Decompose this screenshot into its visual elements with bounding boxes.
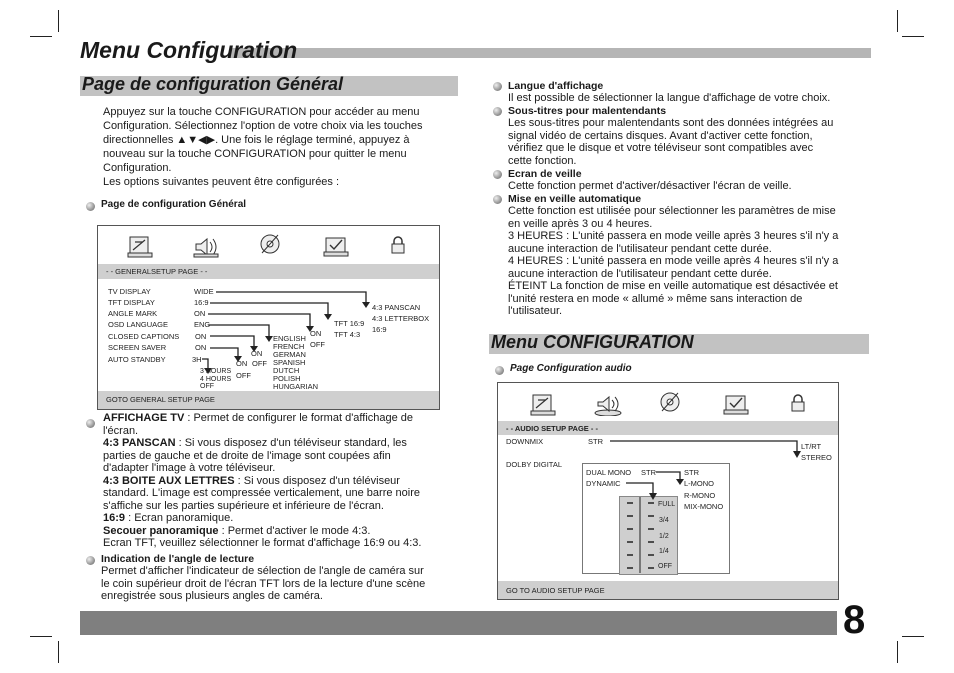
- item-line: Il est possible de sélectionner la langue d'affichage de votre choix.: [508, 92, 831, 104]
- item-line: vérifiez que le disque et votre téléviseur sont compatibles avec: [508, 142, 814, 154]
- bullet-icon: [86, 419, 95, 428]
- bullet-icon: [493, 170, 502, 179]
- angle-line: enregistrée sous plusieurs angles de caméra.: [101, 590, 323, 602]
- menu-row-label: TFT DISPLAY: [108, 298, 155, 307]
- dynamic-level: 1/4: [659, 548, 669, 555]
- dynamic-level: 1/2: [659, 533, 669, 540]
- sub-heading: Page de configuration Général: [101, 199, 247, 210]
- downmix-value: STR: [588, 437, 603, 446]
- item-line: aucune interaction de l'utilisateur pendant cette durée.: [508, 243, 772, 255]
- item-line: 3 HEURES : L'unité passera en mode veille après 3 heures s'il n'y a: [508, 230, 839, 242]
- language-option: ENGLISH: [273, 334, 306, 343]
- item-line: 4 HEURES : L'unité passera en mode veille après 4 heures s'il n'y a: [508, 255, 839, 267]
- saver-option: ON: [236, 359, 248, 368]
- general-setup-menu: [97, 225, 440, 410]
- standby-option: 3 HOURS: [200, 368, 232, 375]
- menu-row-label: AUTO STANDBY: [108, 355, 166, 364]
- bullet-icon: [493, 107, 502, 116]
- menu-row-value: WIDE: [194, 287, 214, 296]
- section-title: Page de configuration Général: [82, 74, 344, 94]
- downmix-option: STEREO: [801, 453, 832, 462]
- dual-option: L-MONO: [684, 479, 714, 488]
- bullet-icon: [493, 82, 502, 91]
- crop-mark: [902, 36, 924, 37]
- menu-row-label: OSD LANGUAGE: [108, 320, 169, 329]
- angle-option: ON: [310, 329, 322, 338]
- item-line: Les sous-titres pour malentendants sont des données intégrées au: [508, 117, 834, 129]
- intro-line: directionnelles ▲▼◀▶. Une fois le réglage terminé, appuyez à: [103, 134, 410, 146]
- menu-row-label: TV DISPLAY: [108, 287, 151, 296]
- menu-row-value: ON: [194, 309, 206, 318]
- dynamic-label: DYNAMIC: [586, 479, 621, 488]
- dolby-label: DOLBY DIGITAL: [506, 460, 562, 469]
- page-number: 8: [843, 598, 866, 642]
- tv-option: 4:3 LETTERBOX: [372, 314, 430, 323]
- dynamic-level: 3/4: [659, 517, 669, 524]
- item-line: l'utilisateur.: [508, 305, 563, 317]
- caption-option: OFF: [252, 359, 267, 368]
- standby-option: OFF: [200, 383, 214, 390]
- crop-mark: [897, 10, 898, 32]
- desc-line: standard. L'image est compressée verticalement, une barre noire: [103, 487, 420, 499]
- dynamic-level: FULL: [658, 501, 676, 508]
- standby-option: 4 HOURS: [200, 376, 232, 383]
- menu-footer: GO TO AUDIO SETUP PAGE: [506, 586, 605, 595]
- dual-option: STR: [684, 468, 699, 477]
- desc-line: parties de gauche et de droite de l'image sont coupées afin: [103, 450, 391, 462]
- menu-row-label: ANGLE MARK: [108, 309, 158, 318]
- menu-header: - - AUDIO SETUP PAGE - -: [506, 424, 598, 433]
- bullet-icon: [86, 556, 95, 565]
- audio-setup-menu: [497, 382, 839, 600]
- crop-mark: [58, 10, 59, 32]
- intro-line: Appuyez sur la touche CONFIGURATION pour accéder au menu: [103, 106, 420, 118]
- tft-option: TFT 4:3: [334, 330, 361, 339]
- crop-mark: [902, 636, 924, 637]
- tv-option: 16:9: [372, 325, 387, 334]
- desc-line: AFFICHAGE TV : Permet de configurer le format d'affichage de: [103, 412, 414, 424]
- item-line: Cette fonction permet d'activer/désactiver l'écran de veille.: [508, 180, 792, 192]
- angle-heading: Indication de l'angle de lecture: [101, 553, 255, 565]
- language-option: SPANISH: [273, 358, 306, 367]
- item-line: l'unité restera en mode « allumé » même sans interaction de: [508, 293, 803, 305]
- menu-row-value: ENG: [194, 320, 211, 329]
- item-line: en veille après 3 ou 4 heures.: [508, 218, 653, 230]
- caption-option: ON: [251, 349, 263, 358]
- menu-footer: GOTO GENERAL SETUP PAGE: [106, 395, 215, 404]
- intro-line: Configuration. Sélectionnez l'option de votre choix via les touches: [103, 120, 423, 132]
- menu-row-value: 16:9: [194, 298, 209, 307]
- footer-bar: [80, 611, 837, 635]
- menu-row-value: ON: [195, 332, 207, 341]
- crop-mark: [58, 641, 59, 663]
- item-line: ÉTEINT La fonction de mise en veille automatique est désactivée et: [508, 280, 838, 292]
- item-line: signal vidéo de certains disques. Avant d'activer cette fonction,: [508, 130, 813, 142]
- menu-row-label: SCREEN SAVER: [108, 343, 167, 352]
- language-option: GERMAN: [273, 350, 306, 359]
- language-option: DUTCH: [273, 366, 300, 375]
- desc-line: s'affiche sur les parties supérieure et inférieure de l'écran.: [103, 500, 384, 512]
- dual-option: R-MONO: [684, 491, 716, 500]
- intro-line: Configuration.: [103, 162, 172, 174]
- menu-row-value: 3H: [192, 355, 202, 364]
- desc-line: Ecran TFT, veuillez sélectionner le format d'affichage 16:9 ou 4:3.: [103, 537, 422, 549]
- desc-line: 4:3 PANSCAN : Si vous disposez d'un téléviseur standard, les: [103, 437, 407, 449]
- bullet-icon: [495, 366, 504, 375]
- section-title: Menu CONFIGURATION: [491, 332, 694, 352]
- intro-line: Les options suivantes peuvent être configurées :: [103, 176, 340, 188]
- menu-row-label: CLOSED CAPTIONS: [108, 332, 180, 341]
- desc-line: 16:9 : Ecran panoramique.: [103, 512, 234, 524]
- item-heading: Langue d'affichage: [508, 80, 604, 92]
- downmix-option: LT/RT: [801, 442, 822, 451]
- angle-option: OFF: [310, 340, 325, 349]
- tft-option: TFT 16:9: [334, 319, 365, 328]
- title-bar: [230, 48, 871, 58]
- item-line: cette fonction.: [508, 155, 577, 167]
- page-title: Menu Configuration: [80, 37, 298, 63]
- bullet-icon: [493, 195, 502, 204]
- item-heading: Ecran de veille: [508, 168, 582, 180]
- bullet-icon: [86, 202, 95, 211]
- tv-option: 4:3 PANSCAN: [372, 303, 421, 312]
- dual-mono-label: DUAL MONO: [586, 468, 632, 477]
- menu-row-value: ON: [195, 343, 207, 352]
- desc-line: d'adapter l'image à votre téléviseur.: [103, 462, 276, 474]
- angle-line: le coin supérieur droit de l'écran TFT lors de la lecture d'une scène: [101, 578, 426, 590]
- desc-line: 4:3 BOITE AUX LETTRES : Si vous disposez d'un téléviseur: [103, 475, 400, 487]
- intro-line: nouveau sur la touche CONFIGURATION pour quitter le menu: [103, 148, 407, 160]
- sub-heading: Page Configuration audio: [510, 363, 632, 374]
- crop-mark: [30, 636, 52, 637]
- item-line: aucune interaction de l'utilisateur pendant cette durée.: [508, 268, 772, 280]
- downmix-label: DOWNMIX: [506, 437, 544, 446]
- crop-mark: [30, 36, 52, 37]
- dynamic-level: OFF: [658, 563, 672, 570]
- crop-mark: [897, 641, 898, 663]
- desc-line: Secouer panoramique : Permet d'activer le mode 4:3.: [103, 525, 371, 537]
- saver-option: OFF: [236, 371, 251, 380]
- language-option: POLISH: [273, 374, 301, 383]
- item-line: Cette fonction est utilisée pour sélectionner les paramètres de mise: [508, 205, 836, 217]
- language-option: HUNGARIAN: [273, 382, 319, 391]
- dual-option: MIX-MONO: [684, 502, 724, 511]
- language-option: FRENCH: [273, 342, 305, 351]
- angle-line: Permet d'afficher l'indicateur de sélection de l'angle de caméra sur: [101, 565, 424, 577]
- dual-mono-value: STR: [641, 468, 656, 477]
- desc-line: l'écran.: [103, 425, 139, 437]
- menu-header: - - GENERALSETUP PAGE - -: [106, 267, 208, 276]
- item-heading: Sous-titres pour malentendants: [508, 105, 667, 117]
- item-heading: Mise en veille automatique: [508, 193, 642, 205]
